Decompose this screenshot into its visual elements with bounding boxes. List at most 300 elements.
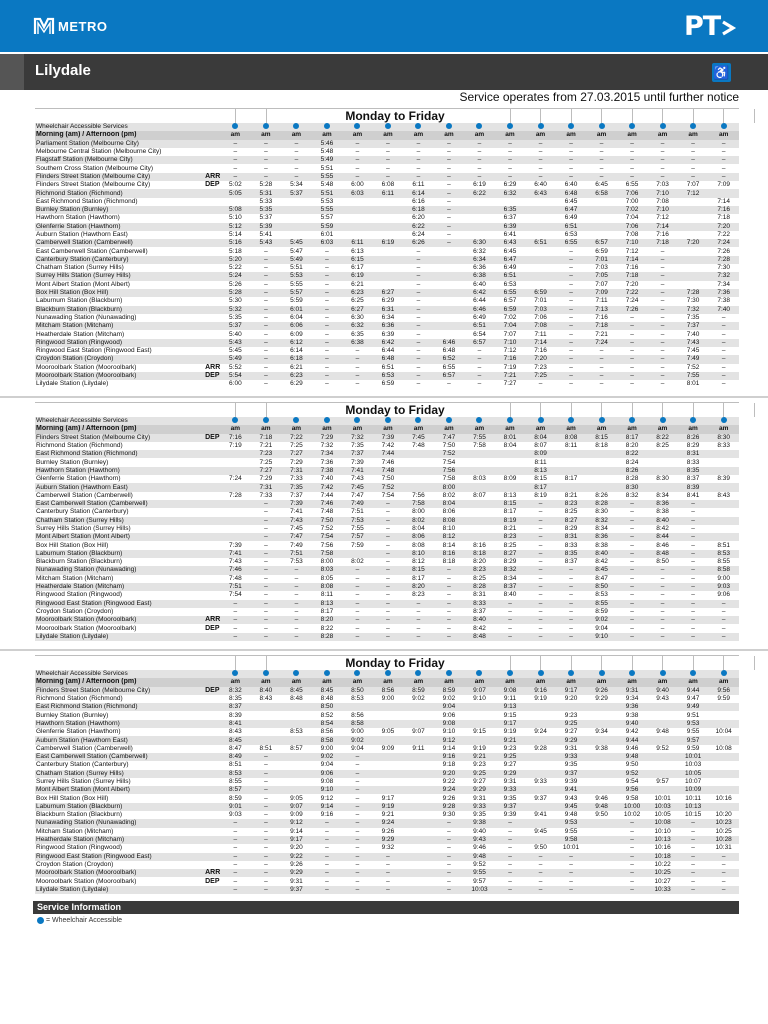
- time-cell: –: [538, 508, 543, 516]
- time-cell: [220, 508, 251, 516]
- time-cell: 9:55: [564, 827, 578, 835]
- time-cell: [281, 223, 312, 231]
- time-cell: –: [342, 819, 373, 827]
- time-cell: 7:27: [251, 467, 282, 475]
- station-name: Flinders Street Station (Melbourne City): [35, 173, 205, 181]
- time-cell: 8:15: [495, 500, 526, 508]
- service-info-header: [33, 901, 739, 914]
- time-cell: –: [251, 306, 282, 314]
- time-cell: 9:02: [442, 695, 456, 703]
- time-cell: [525, 736, 556, 744]
- time-cell: [556, 467, 587, 475]
- time-cell: [708, 761, 739, 769]
- wheelchair-accessible-icon: [538, 670, 544, 676]
- heading-tick: [601, 109, 602, 123]
- wheelchair-accessible-icon: [232, 670, 238, 676]
- time-cell: [281, 753, 312, 761]
- time-cell: –: [251, 583, 282, 591]
- time-cell: –: [373, 156, 404, 164]
- ampm-row: [35, 131, 739, 139]
- time-cell: [251, 736, 282, 744]
- arr-dep-label: [205, 330, 220, 338]
- time-cell: 5:43: [251, 239, 282, 247]
- time-cell: 7:14: [617, 256, 648, 264]
- accessible-cell: [312, 123, 343, 131]
- time-cell: –: [721, 363, 726, 371]
- time-cell: [525, 703, 556, 711]
- time-cell: –: [434, 156, 465, 164]
- station-row: [35, 558, 739, 566]
- time-cell: 9:24: [534, 728, 547, 736]
- time-cell: 5:57: [320, 214, 334, 222]
- time-cell: 7:51: [351, 508, 364, 516]
- time-cell: 6:57: [464, 339, 495, 347]
- time-cell: –: [386, 860, 390, 868]
- time-cell: 7:19: [229, 442, 242, 450]
- station-row: [35, 156, 739, 164]
- time-cell: –: [264, 624, 268, 632]
- accessible-cell: [495, 123, 526, 131]
- time-cell: –: [691, 508, 695, 516]
- line-name: Lilydale: [35, 62, 91, 79]
- blank-cell: [205, 123, 220, 131]
- time-cell: –: [251, 322, 282, 330]
- time-cell: –: [508, 164, 512, 172]
- time-cell: [464, 703, 495, 711]
- time-cell: –: [342, 869, 373, 877]
- station-row: [35, 467, 739, 475]
- time-cell: [495, 450, 526, 458]
- timetable: [35, 670, 739, 894]
- time-cell: 6:51: [556, 223, 587, 231]
- heading-tick: [510, 656, 511, 670]
- arr-dep-label: [205, 347, 220, 355]
- time-cell: –: [495, 156, 526, 164]
- time-cell: 7:16: [656, 231, 669, 238]
- accessible-cell: [647, 670, 678, 678]
- time-cell: 8:50: [586, 583, 617, 591]
- time-cell: 9:37: [534, 794, 547, 802]
- time-cell: 8:23: [464, 566, 495, 574]
- time-cell: [403, 836, 434, 844]
- time-cell: 9:07: [464, 687, 495, 695]
- time-cell: [403, 828, 434, 836]
- time-cell: 8:26: [678, 434, 709, 442]
- time-cell: 7:44: [373, 450, 404, 458]
- arr-dep-label: [205, 836, 220, 844]
- time-cell: 8:30: [595, 508, 608, 516]
- accessible-cell: [403, 670, 434, 678]
- time-cell: 10:10: [654, 827, 671, 835]
- time-cell: 6:11: [342, 239, 373, 247]
- accessible-cell: [708, 123, 739, 131]
- time-cell: –: [251, 616, 282, 624]
- time-cell: –: [630, 574, 634, 582]
- time-cell: 9:29: [556, 736, 587, 744]
- time-cell: 8:55: [586, 600, 617, 608]
- arr-dep-label: [205, 844, 220, 852]
- time-cell: –: [525, 583, 556, 591]
- time-cell: 8:06: [403, 533, 434, 541]
- time-cell: [586, 761, 617, 769]
- wheelchair-accessible-icon: [232, 123, 238, 129]
- time-cell: –: [281, 583, 312, 591]
- station-row: [35, 140, 739, 148]
- time-cell: [403, 483, 434, 491]
- arr-dep-label: [205, 450, 220, 458]
- time-cell: 5:54: [220, 372, 251, 380]
- time-cell: 8:09: [503, 475, 517, 483]
- pt-arrow-icon: [721, 18, 737, 38]
- time-cell: 9:08: [434, 720, 465, 728]
- time-cell: 8:27: [556, 517, 587, 525]
- time-cell: –: [495, 616, 526, 624]
- time-cell: –: [556, 616, 587, 624]
- station-name: Canterbury Station (Canterbury): [36, 761, 129, 769]
- time-cell: 6:29: [290, 380, 303, 388]
- station-name: Richmond Station (Richmond): [36, 695, 123, 703]
- time-cell: [251, 720, 282, 728]
- time-cell: [342, 206, 373, 214]
- time-cell: [281, 778, 312, 786]
- time-cell: 7:52: [686, 363, 700, 371]
- station-row: [35, 372, 739, 380]
- time-cell: 7:20: [678, 239, 709, 247]
- time-cell: –: [386, 624, 390, 632]
- time-cell: –: [447, 624, 451, 632]
- time-cell: [678, 256, 709, 264]
- time-cell: 9:07: [281, 803, 312, 811]
- time-cell: 7:10: [495, 339, 526, 347]
- wheelchair-accessible-icon: [293, 417, 299, 423]
- time-cell: 9:08: [320, 778, 334, 785]
- accessible-cell: [556, 670, 587, 678]
- time-cell: 7:31: [251, 483, 282, 491]
- time-cell: [281, 711, 312, 719]
- time-cell: 6:45: [595, 181, 608, 189]
- time-cell: 6:48: [373, 355, 404, 363]
- station-row: [35, 450, 739, 458]
- time-cell: 8:45: [220, 736, 251, 744]
- station-name: Burnley Station (Burnley): [36, 458, 109, 466]
- time-cell: 9:57: [656, 778, 669, 785]
- time-cell: 7:54: [229, 591, 242, 599]
- station-row: [35, 869, 739, 877]
- heading-tick: [540, 403, 541, 417]
- time-cell: 7:56: [434, 467, 465, 475]
- ampm-cell: am: [647, 678, 678, 686]
- time-cell: 7:14: [525, 339, 556, 347]
- time-cell: 6:55: [495, 289, 526, 297]
- time-cell: 9:31: [503, 778, 517, 785]
- time-cell: 6:00: [351, 181, 364, 189]
- time-cell: 7:50: [442, 442, 456, 450]
- time-cell: 9:48: [656, 728, 669, 736]
- time-cell: 7:35: [686, 313, 700, 321]
- time-cell: –: [678, 583, 709, 591]
- time-cell: 6:18: [403, 206, 434, 214]
- accessible-cell: [678, 417, 709, 425]
- time-cell: –: [373, 173, 404, 181]
- time-cell: 6:27: [342, 306, 373, 314]
- time-cell: 9:14: [290, 827, 303, 835]
- time-cell: 7:48: [320, 508, 334, 516]
- time-cell: 8:11: [534, 458, 547, 466]
- time-cell: 5:10: [229, 214, 242, 222]
- time-cell: 6:43: [525, 189, 556, 197]
- time-cell: –: [264, 148, 268, 156]
- time-cell: [373, 761, 404, 769]
- time-cell: [373, 736, 404, 744]
- time-cell: 6:13: [351, 247, 364, 255]
- time-cell: [495, 458, 526, 466]
- time-cell: –: [464, 173, 495, 181]
- time-cell: –: [355, 778, 360, 785]
- time-cell: [556, 483, 587, 491]
- time-cell: –: [312, 306, 343, 314]
- time-cell: [586, 786, 617, 794]
- ampm-cell: am: [251, 678, 282, 686]
- station-name: Flinders Street Station (Melbourne City): [36, 181, 151, 189]
- time-cell: –: [342, 355, 373, 363]
- time-cell: 8:40: [503, 591, 517, 599]
- time-cell: 9:29: [495, 770, 526, 778]
- accessible-cell: [586, 670, 617, 678]
- wheelchair-accessible-icon: [385, 123, 391, 129]
- time-cell: 7:38: [312, 467, 343, 475]
- time-cell: –: [403, 600, 434, 608]
- accessible-label: Wheelchair Accessible Services: [35, 417, 205, 425]
- time-cell: –: [403, 355, 434, 363]
- time-cell: [495, 483, 526, 491]
- time-cell: 6:22: [464, 189, 495, 197]
- time-cell: [525, 198, 556, 206]
- time-cell: [434, 281, 465, 289]
- time-cell: 9:58: [625, 794, 639, 802]
- arr-dep-label: DEP: [205, 686, 220, 694]
- time-cell: –: [617, 550, 648, 558]
- time-cell: 10:08: [647, 819, 678, 827]
- time-cell: 7:39: [229, 541, 242, 549]
- time-cell: 6:44: [381, 347, 395, 355]
- time-cell: [525, 770, 556, 778]
- time-cell: 9:13: [495, 703, 526, 711]
- time-cell: 5:59: [290, 297, 303, 305]
- time-cell: 9:06: [312, 770, 343, 778]
- time-cell: –: [660, 164, 665, 172]
- time-cell: 8:51: [717, 541, 730, 549]
- time-cell: –: [447, 574, 451, 582]
- heading-tick: [571, 656, 572, 670]
- time-cell: 8:29: [503, 558, 517, 566]
- time-cell: 9:16: [525, 687, 556, 695]
- station-name: Ringwood East Station (Ringwood East): [35, 853, 205, 861]
- time-cell: 7:28: [678, 289, 709, 297]
- time-cell: 9:24: [373, 819, 404, 827]
- time-cell: [586, 483, 617, 491]
- time-cell: 9:22: [442, 778, 456, 785]
- blank-cell: [205, 425, 220, 433]
- time-cell: 6:29: [381, 297, 395, 305]
- time-cell: [373, 231, 404, 239]
- time-cell: 8:48: [647, 550, 678, 558]
- station-row: [35, 231, 739, 239]
- time-cell: –: [342, 886, 373, 894]
- wheelchair-accessible-icon: [599, 417, 605, 423]
- time-cell: 8:17: [617, 434, 648, 442]
- station-name: Lilydale Station (Lilydale): [36, 380, 109, 388]
- wheelchair-accessible-icon: [263, 417, 269, 423]
- time-cell: –: [251, 836, 282, 844]
- time-cell: 8:00: [320, 558, 334, 566]
- ampm-cell: am: [586, 678, 617, 686]
- time-cell: –: [281, 173, 312, 181]
- time-cell: 9:56: [617, 786, 648, 794]
- time-cell: 7:38: [717, 297, 730, 305]
- arr-dep-label: [205, 508, 220, 516]
- time-cell: [708, 483, 739, 491]
- time-cell: [434, 306, 465, 314]
- time-cell: 7:03: [656, 181, 669, 189]
- wheelchair-accessible-icon: [507, 417, 513, 423]
- time-cell: –: [325, 877, 329, 885]
- time-cell: 5:14: [229, 231, 242, 238]
- time-cell: 8:25: [473, 574, 486, 582]
- station-name: East Camberwell Station (Camberwell): [35, 753, 205, 761]
- time-cell: –: [386, 591, 390, 599]
- time-cell: –: [447, 591, 451, 599]
- time-cell: 8:40: [586, 550, 617, 558]
- time-cell: 7:37: [290, 491, 303, 499]
- time-cell: 8:59: [229, 794, 242, 802]
- ampm-cell: am: [647, 131, 678, 139]
- time-cell: –: [647, 306, 678, 314]
- time-cell: –: [312, 355, 343, 363]
- station-name: Burnley Station (Burnley): [35, 206, 205, 214]
- accessible-cell: [434, 123, 465, 131]
- time-cell: 7:20: [525, 355, 556, 363]
- time-cell: 7:21: [495, 372, 526, 380]
- time-cell: –: [281, 140, 312, 148]
- station-row: [35, 711, 739, 719]
- wheelchair-accessible-icon: [446, 417, 452, 423]
- station-name: Ringwood East Station (Ringwood East): [35, 600, 205, 608]
- station-row: [35, 483, 739, 491]
- time-cell: 9:40: [647, 687, 678, 695]
- time-cell: –: [630, 164, 634, 172]
- time-cell: 9:39: [564, 778, 578, 785]
- arr-dep-label: [205, 886, 220, 894]
- time-cell: 8:53: [290, 728, 303, 736]
- time-cell: –: [586, 355, 617, 363]
- time-cell: 8:15: [586, 434, 617, 442]
- time-cell: 7:53: [290, 558, 303, 566]
- wheelchair-accessible-icon: [385, 670, 391, 676]
- time-cell: 8:43: [259, 695, 273, 703]
- time-cell: –: [556, 173, 587, 181]
- time-cell: 8:15: [534, 475, 547, 483]
- time-cell: [220, 198, 251, 206]
- station-name: East Richmond Station (Richmond): [36, 197, 138, 205]
- ampm-cell: am: [220, 425, 251, 433]
- wheelchair-accessible-icon: [660, 123, 666, 129]
- time-cell: 9:28: [434, 803, 465, 811]
- time-cell: –: [556, 272, 587, 280]
- time-cell: 6:29: [503, 181, 517, 189]
- time-cell: 6:59: [381, 380, 395, 388]
- heading-tick: [662, 109, 663, 123]
- time-cell: [403, 467, 434, 475]
- time-cell: 8:20: [403, 583, 434, 591]
- time-cell: 8:13: [525, 467, 556, 475]
- arr-dep-label: [205, 442, 220, 450]
- time-cell: [708, 533, 739, 541]
- time-cell: 7:08: [656, 197, 669, 205]
- time-cell: 7:34: [312, 450, 343, 458]
- heading-tick: [632, 403, 633, 417]
- time-cell: [586, 869, 617, 877]
- accessible-cell: [373, 417, 404, 425]
- time-cell: [525, 272, 556, 280]
- arr-dep-label: [205, 306, 220, 314]
- time-cell: 9:21: [464, 753, 495, 761]
- time-cell: 7:23: [534, 363, 547, 371]
- time-cell: –: [251, 633, 282, 641]
- ampm-row: [35, 425, 739, 433]
- time-cell: [403, 770, 434, 778]
- accessible-cell: [434, 417, 465, 425]
- time-cell: 6:59: [495, 306, 526, 314]
- time-cell: –: [416, 164, 421, 172]
- time-cell: –: [312, 869, 343, 877]
- time-cell: –: [251, 600, 282, 608]
- time-cell: 9:59: [686, 744, 700, 752]
- time-cell: 6:44: [473, 297, 486, 305]
- service-notice: Service operates from 27.03.2015 until further notice: [459, 90, 739, 104]
- time-cell: 8:32: [625, 491, 639, 499]
- station-name: Chatham Station (Surrey Hills): [35, 517, 205, 525]
- time-cell: 8:34: [656, 491, 669, 499]
- time-cell: –: [630, 541, 634, 549]
- arr-dep-label: [205, 761, 220, 769]
- time-cell: 7:35: [281, 483, 312, 491]
- time-cell: –: [678, 869, 709, 877]
- time-cell: [342, 214, 373, 222]
- time-cell: [373, 264, 404, 272]
- time-cell: 6:54: [473, 330, 486, 338]
- time-cell: –: [264, 591, 268, 599]
- time-cell: 5:05: [220, 189, 251, 197]
- time-cell: 8:29: [686, 442, 700, 450]
- time-cell: –: [691, 525, 695, 532]
- time-cell: –: [721, 347, 726, 355]
- time-cell: –: [434, 239, 465, 247]
- arr-dep-label: [205, 786, 220, 794]
- time-cell: 9:46: [625, 744, 639, 752]
- time-cell: 10:16: [654, 844, 671, 852]
- time-cell: 8:10: [403, 550, 434, 558]
- station-name: Surrey Hills Station (Surrey Hills): [36, 525, 131, 532]
- time-cell: –: [721, 624, 726, 632]
- day-title: Monday to Friday: [345, 656, 445, 670]
- time-cell: –: [647, 289, 678, 297]
- station-row: [35, 794, 739, 802]
- time-cell: –: [434, 616, 465, 624]
- time-cell: 8:04: [503, 442, 517, 450]
- time-cell: [373, 223, 404, 231]
- station-row: [35, 844, 739, 852]
- time-cell: 8:51: [259, 744, 273, 752]
